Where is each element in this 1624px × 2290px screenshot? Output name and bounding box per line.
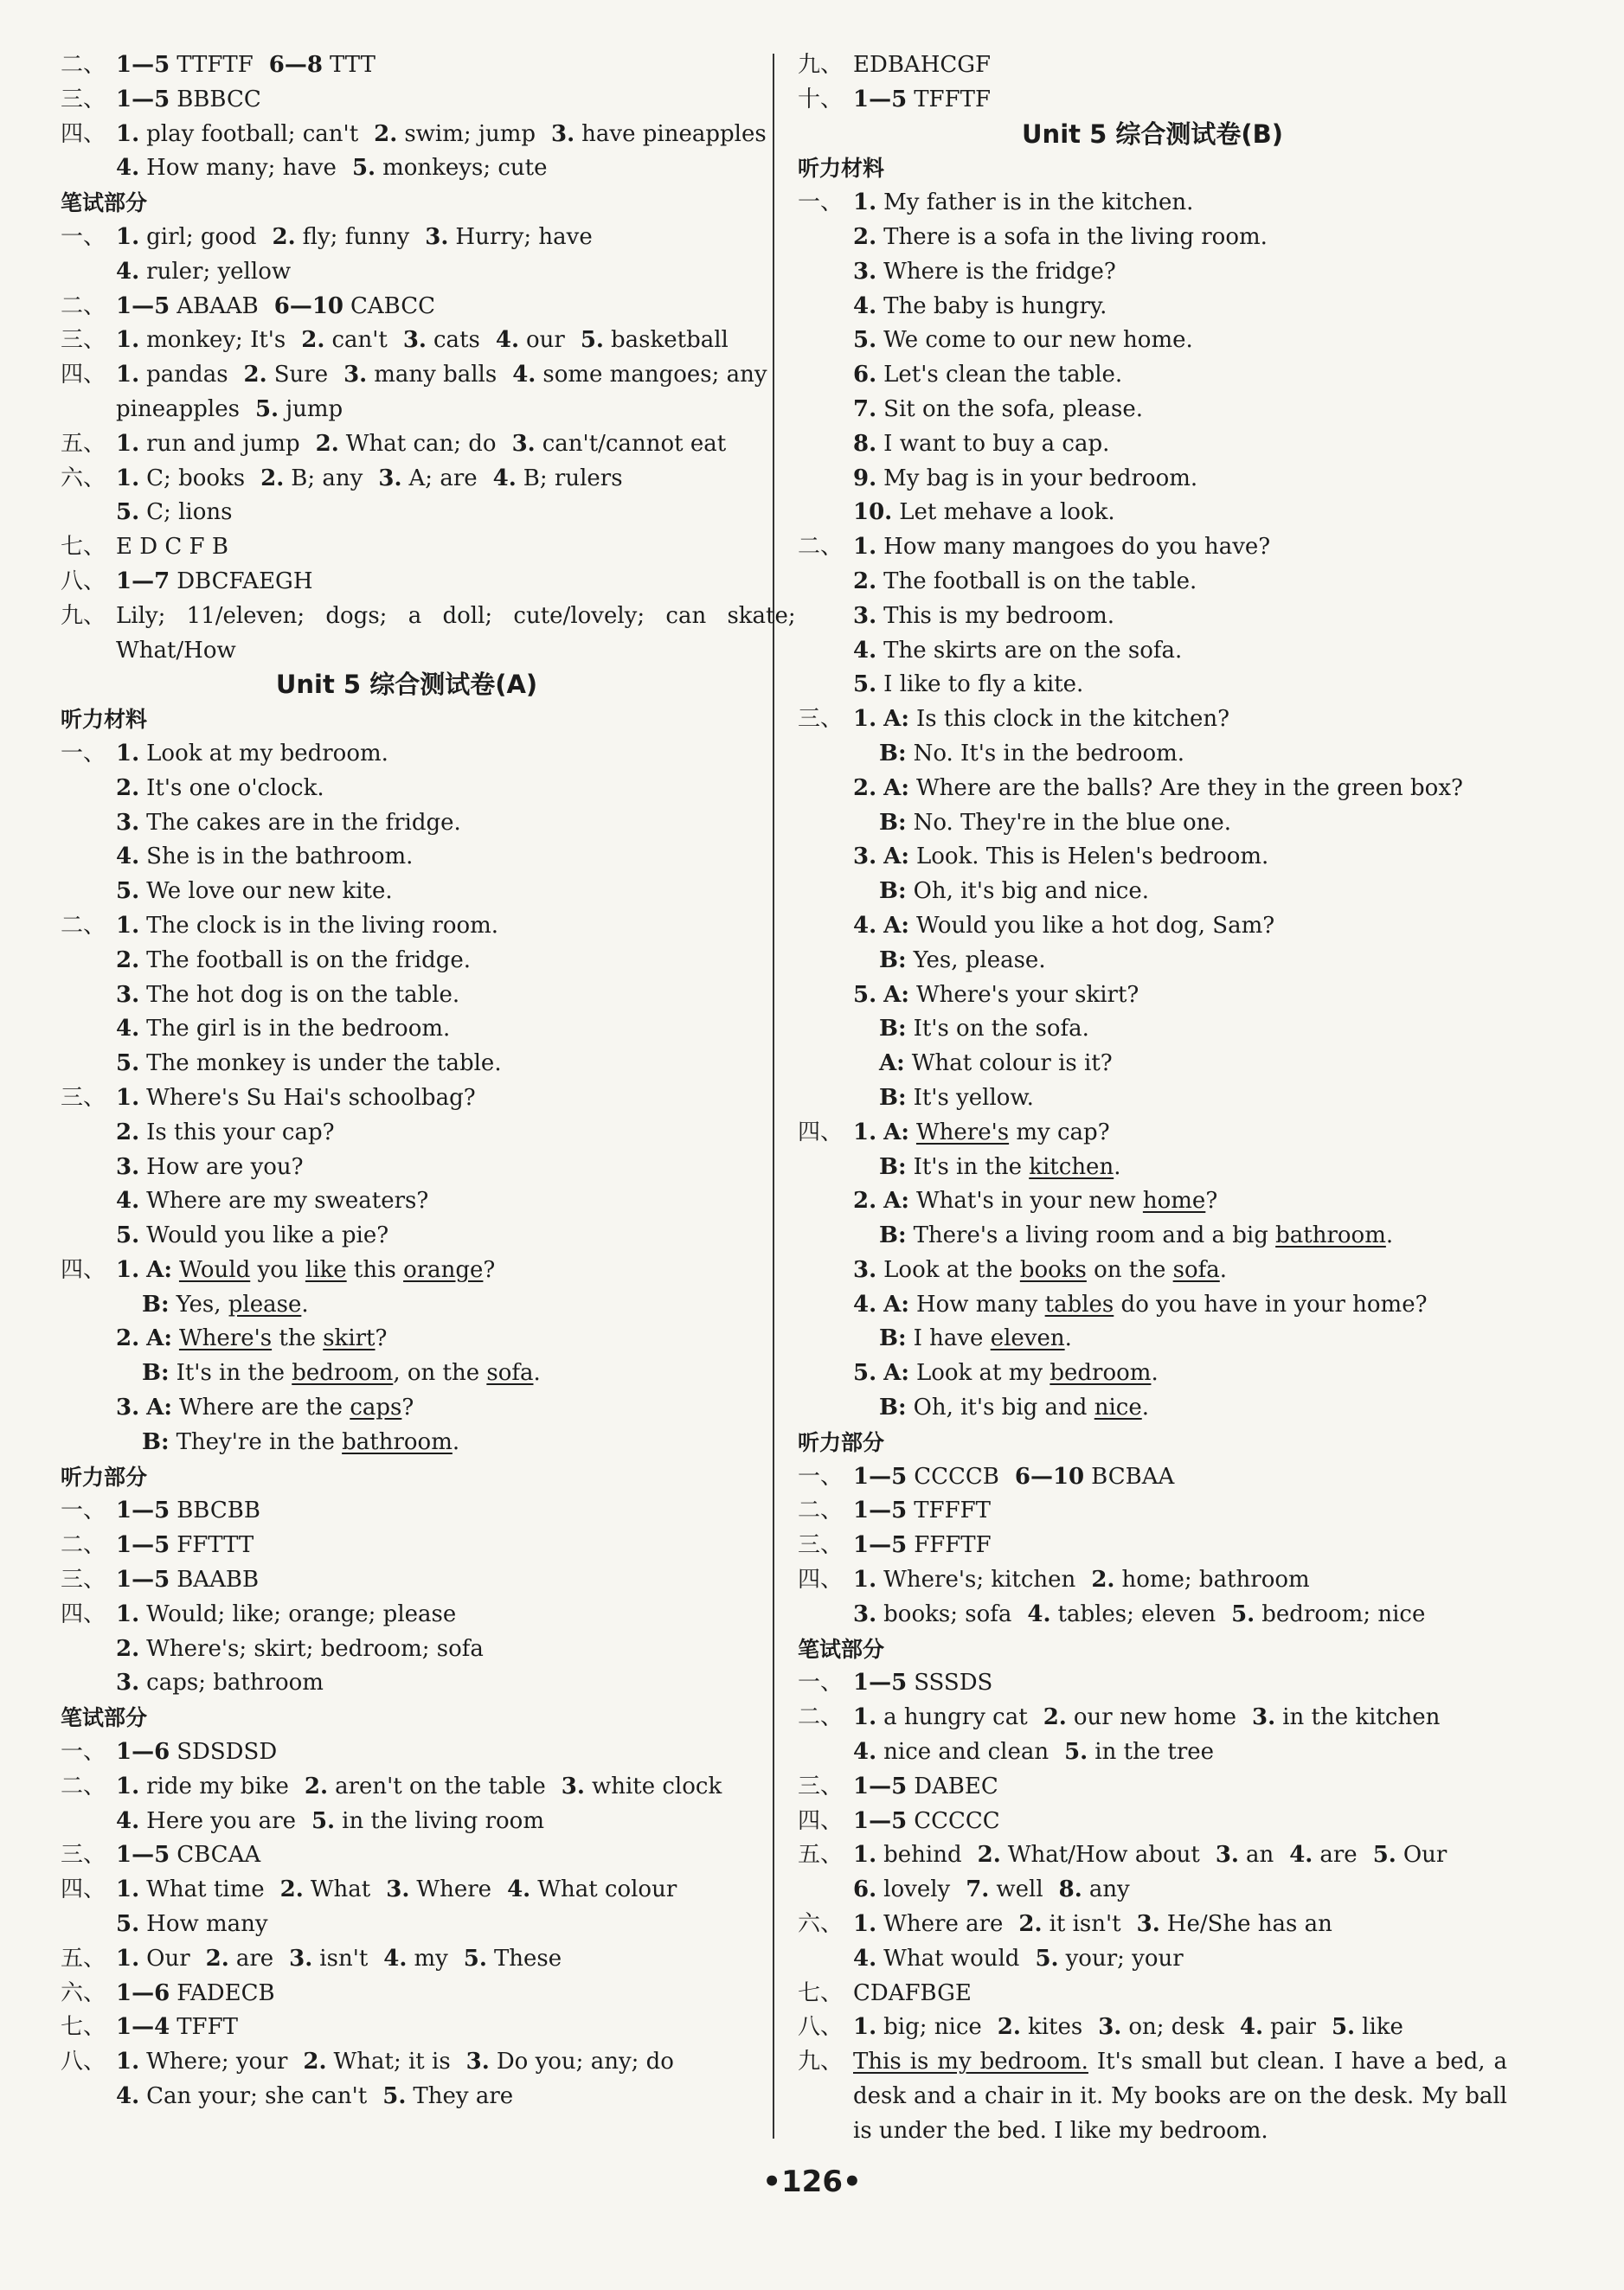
material-line: 2. There is a sofa in the living room. xyxy=(853,223,1268,250)
material-line: 8. I want to buy a cap. xyxy=(853,430,1110,457)
dialogue-line: B: It's in the bedroom, on the sofa. xyxy=(142,1360,541,1387)
material-line: 三、 1. Where's Su Hai's schoolbag? xyxy=(61,1084,476,1111)
page-number: •126• xyxy=(762,2165,862,2199)
section-heading: 笔试部分 xyxy=(61,190,148,216)
material-line: 5. We love our new kite. xyxy=(116,878,393,905)
section-heading: 听力部分 xyxy=(798,1429,885,1455)
answer-line: 四、 1. play football; can't 2. swim; jump 3. have pineapples xyxy=(61,120,767,147)
material-line: 5. The monkey is under the table. xyxy=(116,1050,502,1077)
answer-line: 4. Here you are 5. in the living room xyxy=(116,1807,544,1834)
dialogue-line: B: Yes, please. xyxy=(142,1291,309,1318)
answer-line: 5. C; lions xyxy=(116,499,233,526)
material-line: 二、 1. How many mangoes do you have? xyxy=(798,534,1271,561)
column-divider xyxy=(773,54,774,2139)
material-line: 2. It's one o'clock. xyxy=(116,774,324,801)
dialogue-line: 3. A: Where are the caps? xyxy=(116,1395,414,1421)
material-line: 3. The hot dog is on the table. xyxy=(116,981,460,1008)
answer-line: 五、 1. Our 2. are 3. isn't 4. my 5. These xyxy=(61,1945,562,1972)
material-line: 2. The football is on the table. xyxy=(853,568,1197,594)
material-line: 3. How are you? xyxy=(116,1153,304,1180)
dialogue-line: B: There's a living room and a big bathroom. xyxy=(879,1222,1394,1249)
material-line: 6. Let's clean the table. xyxy=(853,362,1123,388)
material-line: 9. My bag is in your bedroom. xyxy=(853,465,1198,491)
answer-line: 二、 1. ride my bike 2. aren't on the table 3. white clock xyxy=(61,1773,722,1799)
dialogue-line: 2. A: What's in your new home? xyxy=(853,1188,1218,1215)
dialogue-line: B: It's on the sofa. xyxy=(879,1016,1089,1042)
dialogue-line: B: Oh, it's big and nice. xyxy=(879,878,1149,905)
answer-line: 4. Can your; she can't 5. They are xyxy=(116,2083,514,2110)
dialogue-line: 3. A: Look. This is Helen's bedroom. xyxy=(853,844,1269,870)
answer-line: 一、 1—6 SDSDSD xyxy=(61,1739,278,1766)
answer-line: 九、 EDBAHCGF xyxy=(798,52,992,78)
answer-line: 七、 1—4 TFFT xyxy=(61,2014,238,2041)
material-line: 10. Let mehave a look. xyxy=(853,499,1115,526)
answer-line: 二、 1. a hungry cat 2. our new home 3. in the kitchen xyxy=(798,1704,1441,1731)
underlined-sentence: This is my bedroom. xyxy=(853,2049,1088,2075)
material-line: 4. The baby is hungry. xyxy=(853,292,1107,319)
section-heading: 听力部分 xyxy=(61,1464,148,1490)
dialogue-line: 2. A: Where's the skirt? xyxy=(116,1325,388,1352)
answer-line: 一、 1—5 CCCCB 6—10 BCBAA xyxy=(798,1463,1175,1490)
dialogue-line: 2. A: Where are the balls? Are they in the green box? xyxy=(853,774,1463,801)
answer-line: 六、 1. Where are 2. it isn't 3. He/She has an xyxy=(798,1911,1332,1938)
answer-line: 九、 Lily; 11/eleven; dogs; a doll; cute/lovely; can skate; xyxy=(61,602,796,629)
dialogue-line: 5. A: Look at my bedroom. xyxy=(853,1360,1159,1387)
answer-line: 五、 1. run and jump 2. What can; do 3. can't/cannot eat xyxy=(61,430,727,457)
answer-line: 3. books; sofa 4. tables; eleven 5. bedroom; nice xyxy=(853,1600,1426,1627)
material-line: 5. I like to fly a kite. xyxy=(853,671,1084,698)
answer-line: 四、 1. What time 2. What 3. Where 4. What colour xyxy=(61,1876,677,1903)
section-heading: 听力材料 xyxy=(798,156,885,182)
answer-line: What/How xyxy=(116,637,236,664)
right-column xyxy=(798,48,1507,2149)
answer-line: 二、 1—5 TTFTF 6—8 TTT xyxy=(61,52,376,78)
material-line: 一、 1. My father is in the kitchen. xyxy=(798,189,1194,216)
material-line: 3. Where is the fridge? xyxy=(853,258,1116,285)
material-line: 5. We come to our new home. xyxy=(853,327,1193,354)
answer-line: 四、 1. pandas 2. Sure 3. many balls 4. some mangoes; any xyxy=(61,362,767,388)
answer-line: 四、 1—5 CCCCC xyxy=(798,1807,1000,1834)
material-line: 2. Is this your cap? xyxy=(116,1119,335,1145)
answer-line: 4. How many; have 5. monkeys; cute xyxy=(116,155,548,182)
material-line: 一、 1. Look at my bedroom. xyxy=(61,740,388,767)
dialogue-line: 5. A: Where's your skirt? xyxy=(853,981,1139,1008)
unit-a-title: Unit 5 综合测试卷(A) xyxy=(275,670,538,700)
dialogue-line: B: I have eleven. xyxy=(879,1325,1072,1352)
left-column xyxy=(61,48,796,2114)
dialogue-line: A: What colour is it? xyxy=(879,1050,1113,1077)
answer-line: 八、 1. big; nice 2. kites 3. on; desk 4. pair 5. like xyxy=(798,2014,1403,2041)
dialogue-line: B: Oh, it's big and nice. xyxy=(879,1395,1149,1421)
answer-line: 二、 1—5 FFTTT xyxy=(61,1532,254,1559)
answer-line: 4. What would 5. your; your xyxy=(853,1945,1184,1972)
dialogue-line: 三、 1. A: Is this clock in the kitchen? xyxy=(798,706,1230,733)
answer-line: 二、 1—5 TFFFT xyxy=(798,1498,991,1524)
dialogue-line: 四、 1. A: Would you like this orange? xyxy=(61,1256,496,1283)
answer-line: 三、 1—5 FFFTF xyxy=(798,1532,992,1559)
material-line: 4. Where are my sweaters? xyxy=(116,1188,429,1215)
dialogue-line: B: It's in the kitchen. xyxy=(879,1153,1121,1180)
material-line: 3. The cakes are in the fridge. xyxy=(116,809,461,836)
dialogue-line: B: They're in the bathroom. xyxy=(142,1428,460,1455)
section-heading: 笔试部分 xyxy=(798,1636,885,1662)
dialogue-line: 4. A: Would you like a hot dog, Sam? xyxy=(853,912,1275,939)
answer-line: 三、 1—5 CBCAA xyxy=(61,1842,261,1869)
answer-line: 2. Where's; skirt; bedroom; sofa xyxy=(116,1635,484,1662)
section-heading: 笔试部分 xyxy=(61,1705,148,1731)
material-line: 5. Would you like a pie? xyxy=(116,1222,389,1249)
section-heading: 听力材料 xyxy=(61,707,148,733)
dialogue-line: 3. Look at the books on the sofa. xyxy=(853,1256,1228,1283)
answer-line: pineapples 5. jump xyxy=(116,395,343,422)
answer-line: 五、 1. behind 2. What/How about 3. an 4. are 5. Our xyxy=(798,1842,1447,1869)
material-line: 4. The girl is in the bedroom. xyxy=(116,1016,451,1042)
dialogue-line: B: No. They're in the blue one. xyxy=(879,809,1232,836)
answer-line: 5. How many xyxy=(116,1911,268,1938)
answer-line: 六、 1—6 FADECB xyxy=(61,1979,275,2006)
answer-line: 十、 1—5 TFFTF xyxy=(798,86,991,112)
answer-line: 6. lovely 7. well 8. any xyxy=(853,1876,1130,1903)
answer-line: 八、 1. Where; your 2. What; it is 3. Do you; any; do xyxy=(61,2049,674,2075)
answer-line: 一、 1—5 SSSDS xyxy=(798,1670,993,1697)
answer-line: 三、 1—5 BAABB xyxy=(61,1567,260,1594)
material-line: 二、 1. The clock is in the living room. xyxy=(61,912,499,939)
answer-line: 三、 1. monkey; It's 2. can't 3. cats 4. our 5. basketball xyxy=(61,327,729,354)
material-line: 3. This is my bedroom. xyxy=(853,602,1115,629)
material-line: 7. Sit on the sofa, please. xyxy=(853,395,1143,422)
answer-line: 3. caps; bathroom xyxy=(116,1670,324,1697)
answer-line: 4. ruler; yellow xyxy=(116,258,292,285)
material-line: 2. The football is on the fridge. xyxy=(116,946,472,973)
material-line: 4. The skirts are on the sofa. xyxy=(853,637,1183,664)
dialogue-line: B: Yes, please. xyxy=(879,946,1046,973)
material-line: 4. She is in the bathroom. xyxy=(116,844,414,870)
dialogue-line: B: No. It's in the bedroom. xyxy=(879,740,1185,767)
answer-line: 七、 CDAFBGE xyxy=(798,1979,972,2006)
answer-line: 四、 1. Where's; kitchen 2. home; bathroom xyxy=(798,1567,1310,1594)
answer-line: 七、 E D C F B xyxy=(61,534,228,561)
unit-b-title: Unit 5 综合测试卷(B) xyxy=(1022,119,1283,149)
dialogue-line: B: It's yellow. xyxy=(879,1084,1034,1111)
answer-line: 一、 1. girl; good 2. fly; funny 3. Hurry; have xyxy=(61,223,593,250)
answer-line: 二、 1—5 ABAAB 6—10 CABCC xyxy=(61,292,436,319)
answer-line: 三、 1—5 BBBCC xyxy=(61,86,261,112)
answer-line: 八、 1—7 DBCFAEGH xyxy=(61,568,313,594)
dialogue-line: 4. A: How many tables do you have in your home? xyxy=(853,1291,1428,1318)
answer-line: 4. nice and clean 5. in the tree xyxy=(853,1739,1215,1766)
answer-line: 六、 1. C; books 2. B; any 3. A; are 4. B; rulers xyxy=(61,465,623,491)
writing-answer: 九、 This is my bedroom. It's small but clean. I have a bed, a desk and a chair in it. My books are on the desk. My ball is under the bed. I like my bedroom. xyxy=(798,2049,1507,2144)
answer-line: 四、 1. Would; like; orange; please xyxy=(61,1600,457,1627)
dialogue-line: 四、 1. A: Where's my cap? xyxy=(798,1119,1110,1145)
answer-line: 一、 1—5 BBCBB xyxy=(61,1498,260,1524)
answer-line: 三、 1—5 DABEC xyxy=(798,1773,998,1799)
